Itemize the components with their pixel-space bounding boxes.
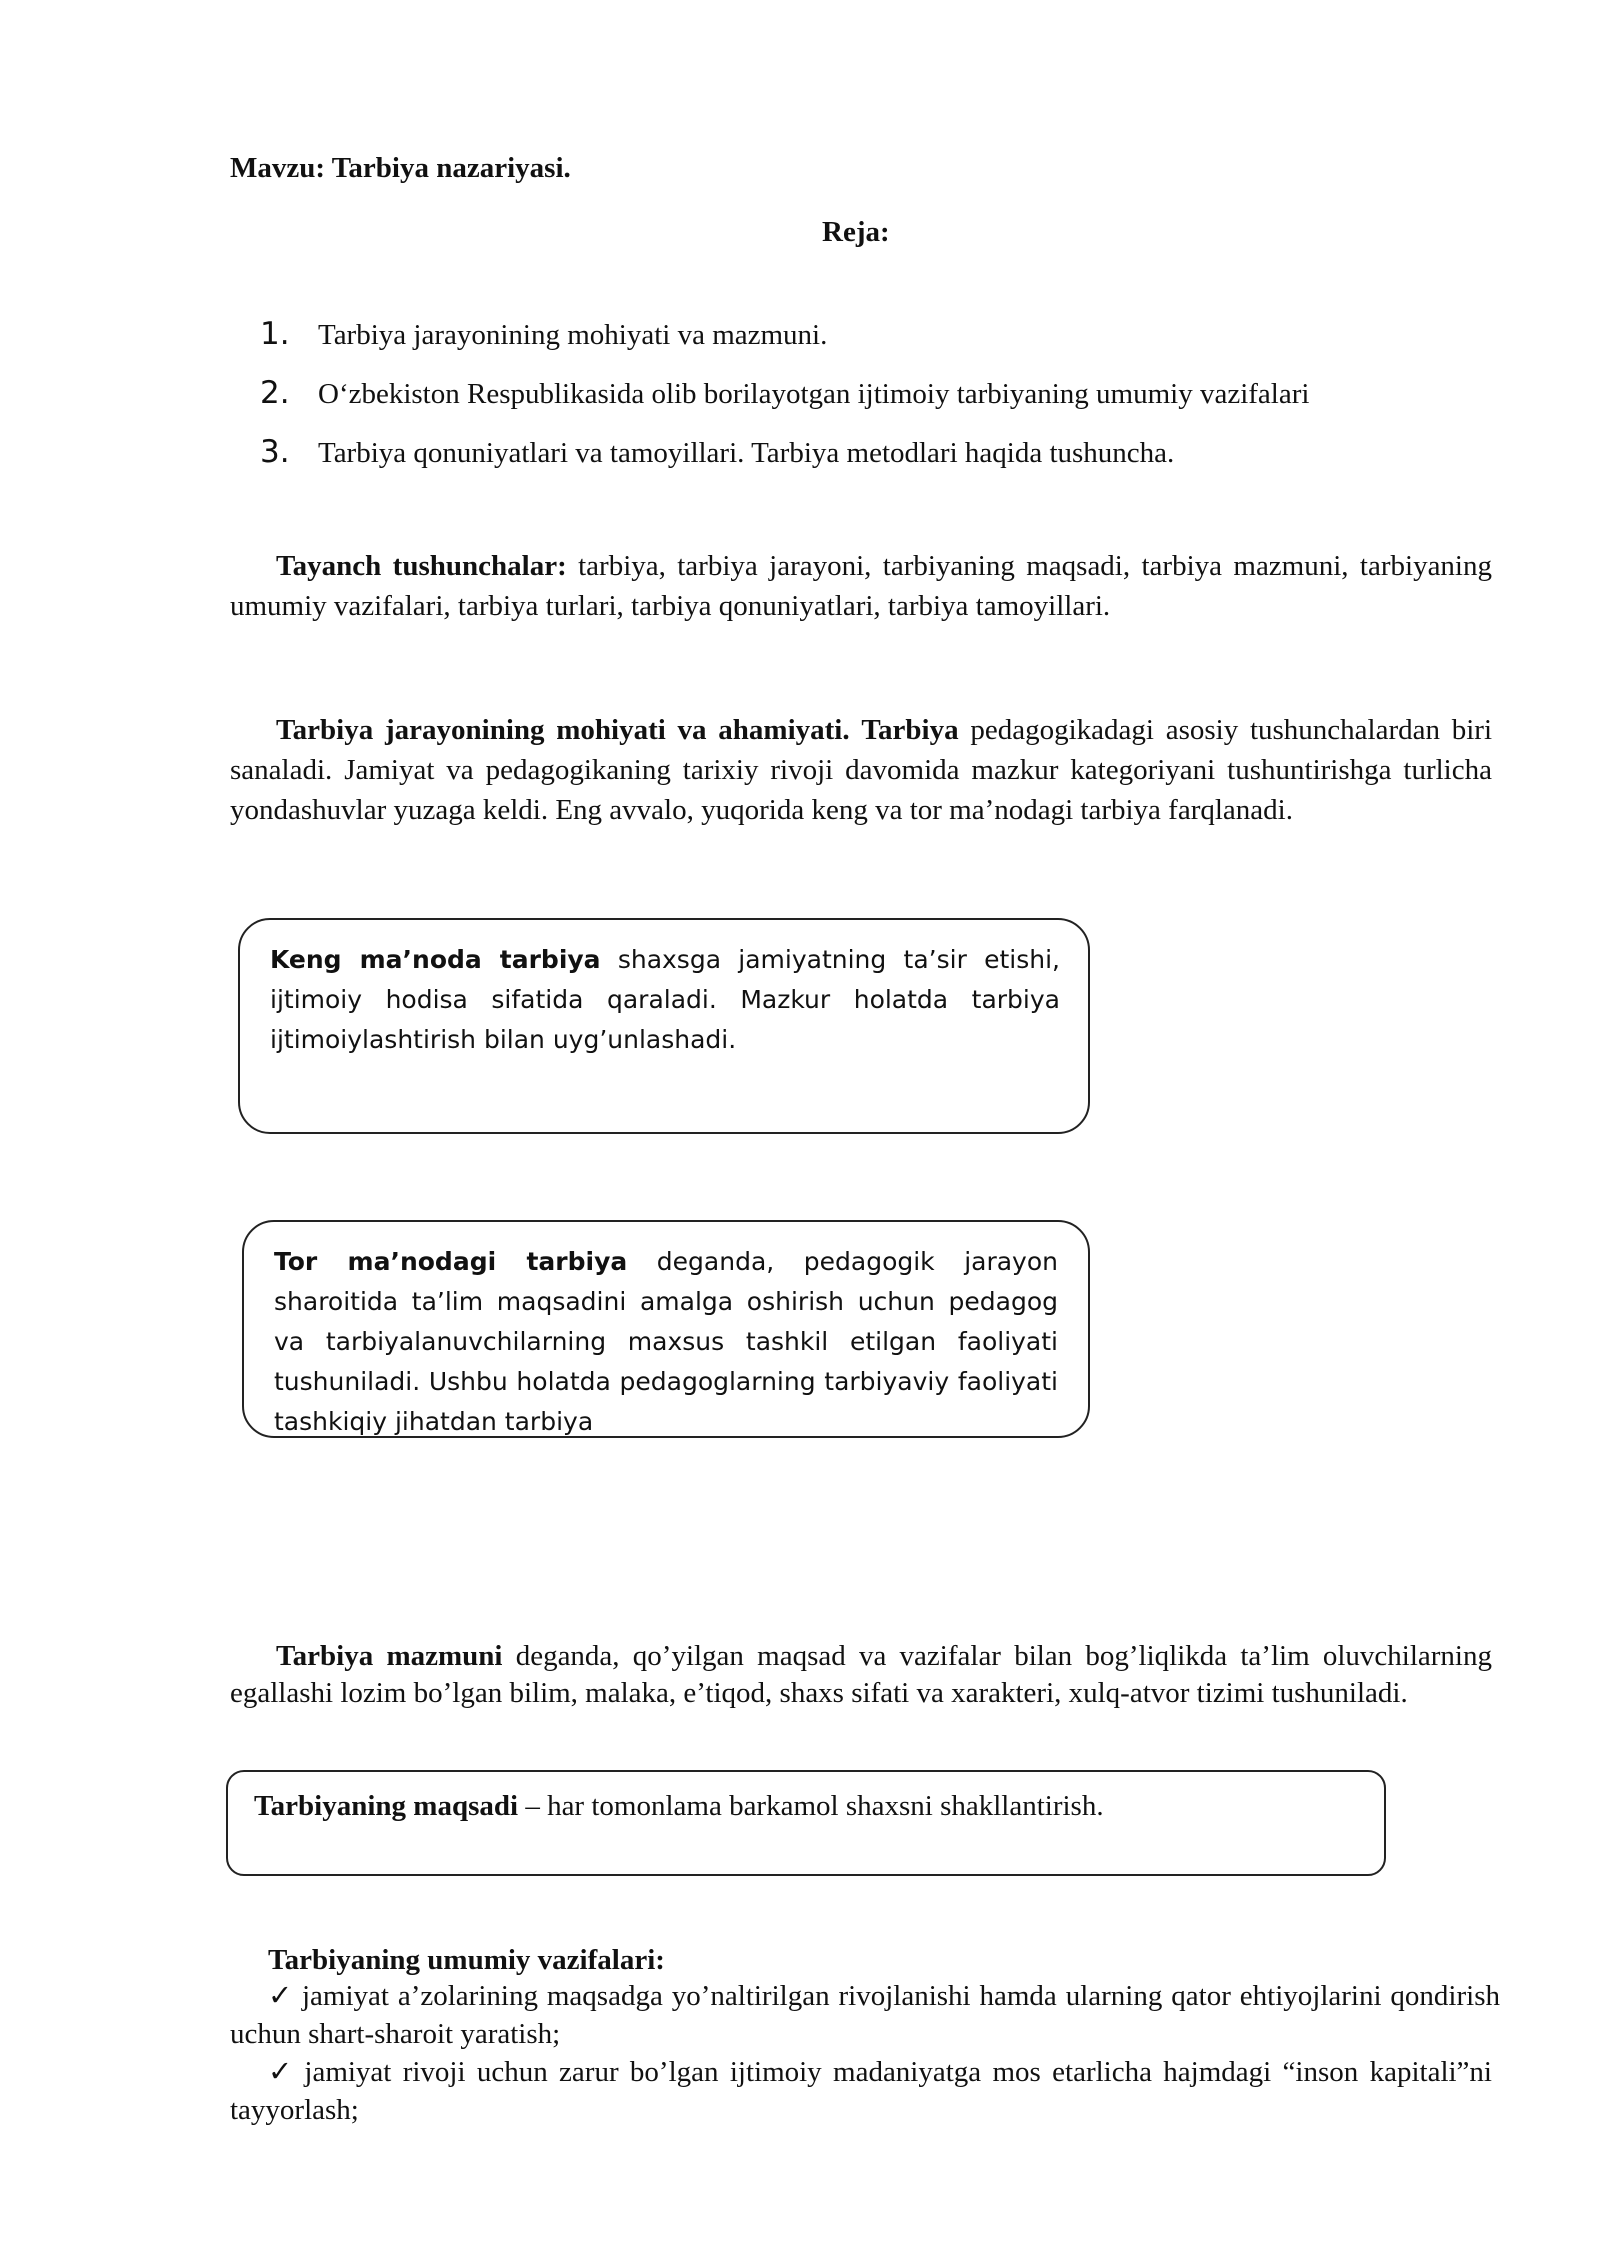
goal-text: – har tomonlama barkamol shaxsni shakllantirish. [518,1790,1104,1822]
plan-item [260,434,1460,493]
plan-heading: Reja: [822,216,890,248]
goal-term: Tarbiyaning maqsadi [254,1790,519,1822]
plan-item [260,375,1460,434]
task-item-text: jamiyat rivoji uchun zarur bo’lgan ijtimoiy madaniyatga mos etarlicha hajmdagi “inson kapitali”ni tayyorlash; [230,2056,1492,2126]
content-text: deganda, qo’yilgan maqsad va vazifalar bilan bog’liqlikda ta’lim oluvchilarning egallashi lozim bo’lgan bilim, malaka, e’tiqod, shaxs sifati va xarakteri, xulq-atvor tizimi tushuniladi. [230,1640,1492,1709]
essence-paragraph [230,710,1492,830]
task-item [230,2052,1492,2129]
plan-item-number: 2. [260,375,290,411]
key-concepts-label: Tayanch tushunchalar: [276,550,567,582]
content-paragraph [230,1638,1492,1712]
broad-meaning-box [238,918,1090,1134]
plan-list [260,316,1460,493]
key-concepts-paragraph [230,546,1492,626]
goal-text-block [254,1786,1354,1826]
content-term: Tarbiya mazmuni [276,1640,503,1672]
broad-meaning-text-block [270,940,1060,1060]
essence-heading: Tarbiya jarayonining mohiyati va ahamiyati. [276,714,850,746]
plan-item-number: 1. [260,316,290,352]
topic-title: Mavzu: Tarbiya nazariyasi. [230,152,571,184]
plan-item-text: Tarbiya qonuniyatlari va tamoyillari. Tarbiya metodlari haqida tushuncha. [318,437,1175,469]
task-item [230,1976,1500,2053]
plan-item-number: 3. [260,434,290,470]
broad-meaning-text: shaxsga jamiyatning ta’sir etishi, ijtimoiy hodisa sifatida qaraladi. Mazkur holatda tarbiya ijtimoiylashtirish bilan uyg’unlashadi. [270,945,1060,1054]
broad-meaning-term: Keng ma’noda tarbiya [270,945,601,974]
checkmark-icon: ✓ [268,2054,297,2088]
plan-item-text: Tarbiya jarayonining mohiyati va mazmuni. [318,319,828,351]
key-concepts-text: tarbiya, tarbiya jarayoni, tarbiyaning maqsadi, tarbiya mazmuni, tarbiyaning umumiy vazifalari, tarbiya turlari, tarbiya qonuniyatlari, tarbiya tamoyillari. [230,550,1492,622]
task-item-text: jamiyat a’zolarining maqsadga yo’naltirilgan rivojlanishi hamda ularning qator ehtiyojlarini qondirish uchun shart-sharoit yaratish; [230,1980,1500,2050]
narrow-meaning-term: Tor ma’nodagi tarbiya [274,1247,628,1276]
plan-item-text: O‘zbekiston Respublikasida olib borilayotgan ijtimoiy tarbiyaning umumiy vazifalari [318,378,1310,410]
tasks-heading: Tarbiyaning umumiy vazifalari: [268,1944,665,1976]
goal-box [226,1770,1386,1876]
checkmark-icon: ✓ [268,1978,294,2012]
essence-term: Tarbiya [861,714,959,746]
narrow-meaning-box [242,1220,1090,1438]
narrow-meaning-text: deganda, pedagogik jarayon sharoitida ta’lim maqsadini amalga oshirish uchun pedagog va tarbiyalanuvchilarning maxsus tashkil etilgan faoliyati tushuniladi. Ushbu holatda pedagoglarning tarbiyaviy faoliyati tashkiqiy jihatdan tarbiya [274,1247,1058,1436]
plan-item [260,316,1460,375]
essence-text: pedagogikadagi asosiy tushunchalardan biri sanaladi. Jamiyat va pedagogikaning tarixiy rivoji davomida mazkur kategoriyani tushuntirishga turlicha yondashuvlar yuzaga keldi. Eng avvalo, yuqorida keng va tor ma’nodagi tarbiya farqlanadi. [230,714,1492,826]
narrow-meaning-text-block [274,1242,1058,1438]
